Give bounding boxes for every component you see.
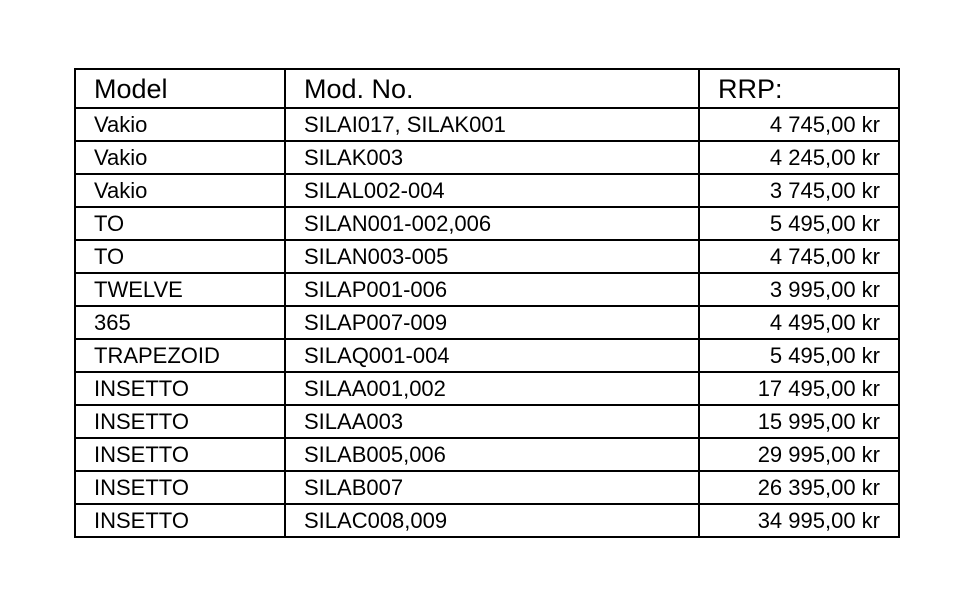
cell-rrp: 4 745,00 kr: [699, 240, 899, 273]
table-row: [75, 405, 899, 438]
table-row: [75, 141, 899, 174]
cell-rrp: 34 995,00 kr: [699, 504, 899, 537]
cell-model: INSETTO: [75, 438, 285, 471]
cell-mod-no: SILAQ001-004: [285, 339, 699, 372]
cell-rrp: 3 745,00 kr: [699, 174, 899, 207]
column-header-rrp: RRP:: [699, 69, 899, 108]
table-body: [75, 108, 899, 537]
cell-mod-no: SILAP001-006: [285, 273, 699, 306]
column-header-model: Model: [75, 69, 285, 108]
cell-rrp: 4 245,00 kr: [699, 141, 899, 174]
cell-mod-no: SILAC008,009: [285, 504, 699, 537]
table-row: [75, 339, 899, 372]
cell-model: Vakio: [75, 108, 285, 141]
cell-rrp: 4 745,00 kr: [699, 108, 899, 141]
table-row: [75, 108, 899, 141]
cell-model: 365: [75, 306, 285, 339]
cell-model: INSETTO: [75, 405, 285, 438]
cell-mod-no: SILAA001,002: [285, 372, 699, 405]
table-row: [75, 207, 899, 240]
cell-rrp: 5 495,00 kr: [699, 207, 899, 240]
table-row: [75, 471, 899, 504]
table-header-row: [75, 69, 899, 108]
price-table: [74, 68, 900, 538]
table-row: [75, 240, 899, 273]
table-row: [75, 504, 899, 537]
cell-mod-no: SILAK003: [285, 141, 699, 174]
table-row: [75, 306, 899, 339]
cell-rrp: 26 395,00 kr: [699, 471, 899, 504]
cell-rrp: 4 495,00 kr: [699, 306, 899, 339]
table-row: [75, 372, 899, 405]
cell-mod-no: SILAL002-004: [285, 174, 699, 207]
cell-model: Vakio: [75, 174, 285, 207]
cell-model: TRAPEZOID: [75, 339, 285, 372]
cell-model: Vakio: [75, 141, 285, 174]
table-row: [75, 174, 899, 207]
cell-rrp: 3 995,00 kr: [699, 273, 899, 306]
cell-model: TO: [75, 240, 285, 273]
cell-model: TO: [75, 207, 285, 240]
table-row: [75, 273, 899, 306]
cell-model: INSETTO: [75, 372, 285, 405]
cell-mod-no: SILAN003-005: [285, 240, 699, 273]
cell-mod-no: SILAI017, SILAK001: [285, 108, 699, 141]
cell-mod-no: SILAP007-009: [285, 306, 699, 339]
cell-model: INSETTO: [75, 504, 285, 537]
cell-rrp: 5 495,00 kr: [699, 339, 899, 372]
cell-rrp: 29 995,00 kr: [699, 438, 899, 471]
cell-rrp: 15 995,00 kr: [699, 405, 899, 438]
cell-model: TWELVE: [75, 273, 285, 306]
cell-rrp: 17 495,00 kr: [699, 372, 899, 405]
column-header-mod-no: Mod. No.: [285, 69, 699, 108]
cell-mod-no: SILAA003: [285, 405, 699, 438]
cell-mod-no: SILAB007: [285, 471, 699, 504]
cell-mod-no: SILAN001-002,006: [285, 207, 699, 240]
cell-mod-no: SILAB005,006: [285, 438, 699, 471]
cell-model: INSETTO: [75, 471, 285, 504]
table-row: [75, 438, 899, 471]
